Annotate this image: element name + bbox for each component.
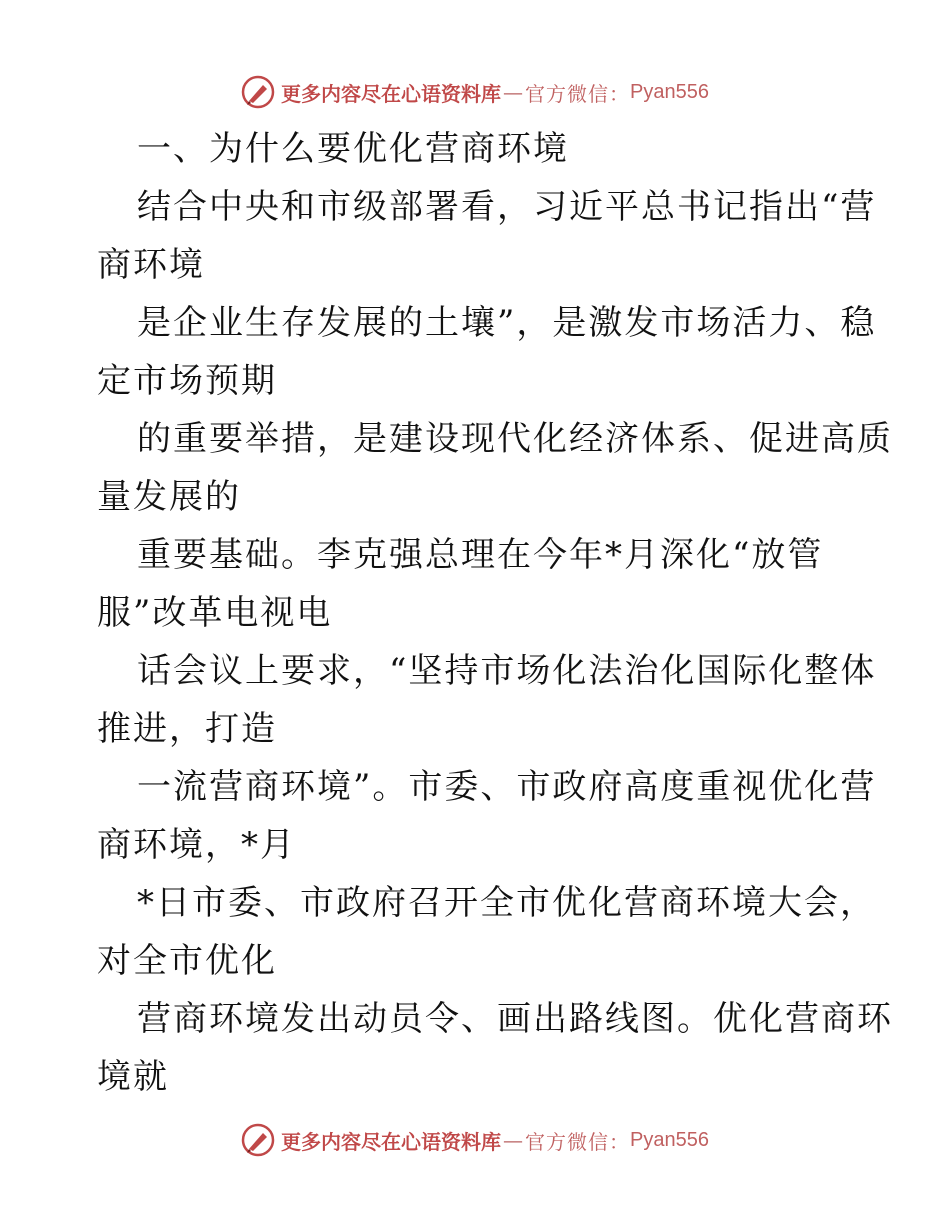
- text-line: 量发展的: [97, 477, 241, 517]
- watermark-brand: 更多内容尽在心语资料库: [281, 1129, 502, 1154]
- text-line: *日市委、市政府召开全市优化营商环境大会，: [137, 883, 876, 923]
- watermark-wechat-id: Pyan556: [630, 1128, 709, 1151]
- text-line: 对全市优化: [97, 941, 277, 981]
- watermark-brand: 更多内容尽在心语资料库: [281, 81, 502, 106]
- pen-logo-icon: [241, 75, 275, 109]
- text-line: 的重要举措，是建设现代化经济体系、促进高质: [137, 419, 893, 459]
- text-line: 结合中央和市级部署看，习近平总书记指出“营: [137, 187, 877, 227]
- text-line: 服”改革电视电: [97, 593, 333, 633]
- watermark-dash: —: [503, 1128, 524, 1152]
- pen-logo-icon: [241, 1123, 275, 1157]
- watermark-wechat-label: 官方微信：: [525, 81, 631, 106]
- text-line: 推进，打造: [97, 709, 277, 749]
- text-line: 商环境，*月: [97, 825, 296, 865]
- text-line: 一流营商环境”。市委、市政府高度重视优化营: [137, 767, 877, 807]
- watermark-wechat-id: Pyan556: [630, 80, 709, 103]
- section-heading: 一、为什么要优化营商环境: [137, 129, 569, 169]
- text-line: 商环境: [97, 245, 205, 285]
- text-line: 境就: [97, 1057, 169, 1097]
- text-line: 营商环境发出动员令、画出路线图。优化营商环: [137, 999, 893, 1039]
- text-line: 重要基础。李克强总理在今年*月深化“放管: [137, 535, 824, 575]
- watermark-wechat-label: 官方微信：: [525, 1129, 631, 1154]
- text-line: 话会议上要求，“坚持市场化法治化国际化整体: [137, 651, 877, 691]
- header-watermark: [0, 72, 950, 112]
- watermark-dash: —: [503, 80, 524, 104]
- footer-watermark: [0, 1120, 950, 1160]
- text-line: 是企业生存发展的土壤”，是激发市场活力、稳: [137, 303, 877, 343]
- text-line: 定市场预期: [97, 361, 277, 401]
